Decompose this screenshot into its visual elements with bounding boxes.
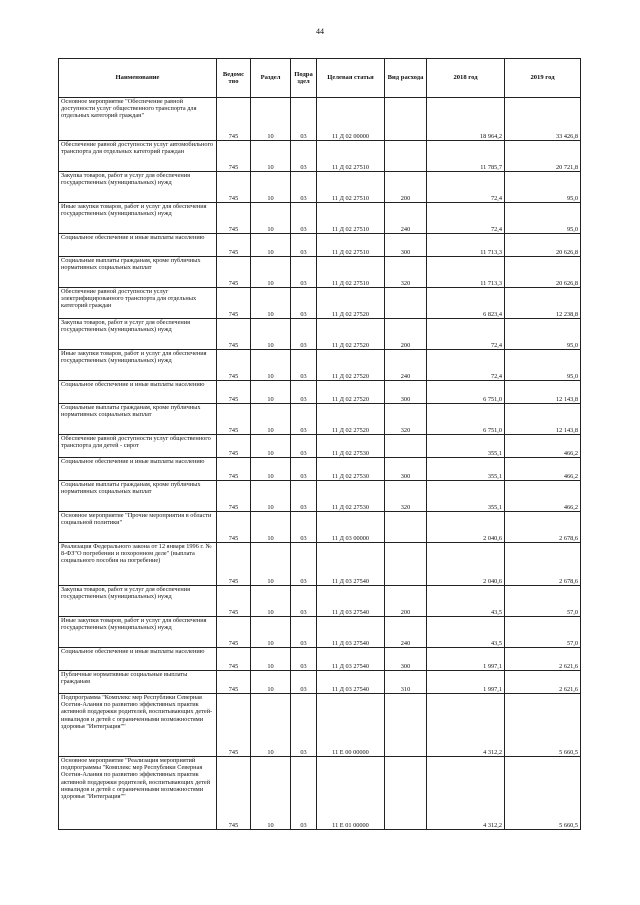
cell-2018: 355,1	[427, 481, 505, 512]
cell-name: Закупка товаров, работ и услуг для обеспечения государственных (муниципальных) нужд	[59, 172, 217, 203]
cell-expense-type	[385, 141, 427, 172]
cell-2019: 20 626,8	[505, 257, 581, 288]
cell-expense-type: 240	[385, 617, 427, 648]
cell-ministry: 745	[217, 435, 251, 458]
cell-2019: 95,0	[505, 172, 581, 203]
cell-target: 11 Д 02 27520	[317, 350, 385, 381]
cell-section: 10	[251, 98, 291, 141]
table-row	[59, 481, 581, 512]
cell-ministry: 745	[217, 512, 251, 543]
cell-subsection: 03	[291, 757, 317, 830]
cell-target: 11 Д 02 27510	[317, 203, 385, 234]
table-row	[59, 648, 581, 671]
cell-2018: 72,4	[427, 203, 505, 234]
cell-2019: 57,0	[505, 586, 581, 617]
cell-subsection: 03	[291, 98, 317, 141]
cell-2018: 11 785,7	[427, 141, 505, 172]
cell-2018: 72,4	[427, 319, 505, 350]
table-row	[59, 234, 581, 257]
cell-ministry: 745	[217, 98, 251, 141]
cell-2019: 2 621,6	[505, 648, 581, 671]
cell-target: 11 Д 03 00000	[317, 512, 385, 543]
header-expense-type: Вид расхода	[385, 59, 427, 98]
cell-target: 11 Д 03 27540	[317, 648, 385, 671]
cell-2018: 1 997,1	[427, 648, 505, 671]
cell-2019: 12 238,8	[505, 288, 581, 319]
cell-2018: 72,4	[427, 350, 505, 381]
cell-section: 10	[251, 694, 291, 757]
cell-section: 10	[251, 617, 291, 648]
cell-2019: 20 626,8	[505, 234, 581, 257]
cell-name: Социальное обеспечение и иные выплаты населению	[59, 234, 217, 257]
table-row	[59, 404, 581, 435]
cell-expense-type: 200	[385, 586, 427, 617]
cell-2019: 466,2	[505, 458, 581, 481]
cell-2019: 20 721,8	[505, 141, 581, 172]
table-row	[59, 319, 581, 350]
cell-section: 10	[251, 671, 291, 694]
cell-section: 10	[251, 481, 291, 512]
cell-expense-type	[385, 694, 427, 757]
cell-target: 11 Д 02 27520	[317, 404, 385, 435]
cell-target: 11 Д 02 27530	[317, 481, 385, 512]
cell-subsection: 03	[291, 381, 317, 404]
cell-subsection: 03	[291, 404, 317, 435]
cell-expense-type: 320	[385, 481, 427, 512]
cell-subsection: 03	[291, 458, 317, 481]
cell-ministry: 745	[217, 404, 251, 435]
cell-section: 10	[251, 319, 291, 350]
cell-ministry: 745	[217, 234, 251, 257]
cell-name: Основное мероприятие "Обеспечение равной доступности услуг общественного транспорта для отдельных категорий граждан"	[59, 98, 217, 141]
cell-name: Закупка товаров, работ и услуг для обеспечения государственных (муниципальных) нужд	[59, 586, 217, 617]
cell-name: Социальное обеспечение и иные выплаты населению	[59, 381, 217, 404]
cell-ministry: 745	[217, 694, 251, 757]
cell-target: 11 Д 03 27540	[317, 586, 385, 617]
cell-section: 10	[251, 543, 291, 586]
cell-ministry: 745	[217, 648, 251, 671]
budget-table	[58, 58, 581, 830]
cell-target: 11 Д 02 27530	[317, 458, 385, 481]
cell-2018: 6 823,4	[427, 288, 505, 319]
cell-2018: 4 312,2	[427, 694, 505, 757]
cell-name: Социальные выплаты гражданам, кроме публичных нормативных социальных выплат	[59, 404, 217, 435]
cell-target: 11 Д 02 27520	[317, 381, 385, 404]
cell-ministry: 745	[217, 172, 251, 203]
cell-2018: 6 751,0	[427, 381, 505, 404]
table-row	[59, 617, 581, 648]
cell-name: Иные закупки товаров, работ и услуг для обеспечения государственных (муниципальных) нужд	[59, 350, 217, 381]
table-row	[59, 586, 581, 617]
cell-2018: 355,1	[427, 458, 505, 481]
cell-target: 11 Д 02 27510	[317, 172, 385, 203]
cell-expense-type: 310	[385, 671, 427, 694]
cell-section: 10	[251, 141, 291, 172]
table-row	[59, 512, 581, 543]
cell-name: Подпрограмма "Комплекс мер Республики Северная Осетия-Алания по развитию эффективных практик активной поддержки родителей, воспитывающих детей-инвалидов и детей с ограниченными возможностями здоровья "Интеграция""	[59, 694, 217, 757]
cell-name: Иные закупки товаров, работ и услуг для обеспечения государственных (муниципальных) нужд	[59, 617, 217, 648]
cell-name: Социальные выплаты гражданам, кроме публичных нормативных социальных выплат	[59, 257, 217, 288]
cell-2018: 18 964,2	[427, 98, 505, 141]
table-body	[59, 98, 581, 830]
cell-expense-type: 240	[385, 350, 427, 381]
cell-2018: 43,5	[427, 586, 505, 617]
cell-target: 11 Д 03 27540	[317, 671, 385, 694]
cell-2019: 57,0	[505, 617, 581, 648]
cell-name: Реализация Федерального закона от 12 января 1996 г. № 8-ФЗ"О погребении и похоронном деле" (выплата социального пособия на погребение)	[59, 543, 217, 586]
cell-subsection: 03	[291, 319, 317, 350]
cell-subsection: 03	[291, 648, 317, 671]
cell-expense-type	[385, 512, 427, 543]
cell-name: Иные закупки товаров, работ и услуг для обеспечения государственных (муниципальных) нужд	[59, 203, 217, 234]
cell-ministry: 745	[217, 458, 251, 481]
cell-2018: 1 997,1	[427, 671, 505, 694]
cell-expense-type: 300	[385, 381, 427, 404]
cell-section: 10	[251, 203, 291, 234]
table-header-row	[59, 59, 581, 98]
table-row	[59, 694, 581, 757]
cell-expense-type: 200	[385, 319, 427, 350]
cell-target: 11 Д 02 27510	[317, 234, 385, 257]
cell-section: 10	[251, 234, 291, 257]
cell-expense-type: 300	[385, 234, 427, 257]
cell-name: Социальное обеспечение и иные выплаты населению	[59, 648, 217, 671]
cell-section: 10	[251, 257, 291, 288]
table-row	[59, 543, 581, 586]
table-row	[59, 350, 581, 381]
cell-2019: 12 143,8	[505, 404, 581, 435]
cell-section: 10	[251, 586, 291, 617]
cell-target: 11 Д 02 27530	[317, 435, 385, 458]
table-row	[59, 671, 581, 694]
cell-name: Социальное обеспечение и иные выплаты населению	[59, 458, 217, 481]
cell-section: 10	[251, 172, 291, 203]
cell-subsection: 03	[291, 172, 317, 203]
cell-2018: 2 040,6	[427, 512, 505, 543]
cell-target: 11 Е 01 00000	[317, 757, 385, 830]
cell-subsection: 03	[291, 350, 317, 381]
cell-subsection: 03	[291, 257, 317, 288]
table-row	[59, 257, 581, 288]
cell-name: Обеспечение равной доступности услуг электрифицированного транспорта для отдельных категорий граждан	[59, 288, 217, 319]
header-target: Целевая статья	[317, 59, 385, 98]
cell-section: 10	[251, 458, 291, 481]
cell-ministry: 745	[217, 381, 251, 404]
cell-2019: 95,0	[505, 350, 581, 381]
page-number: 44	[316, 27, 324, 36]
cell-subsection: 03	[291, 481, 317, 512]
cell-2018: 43,5	[427, 617, 505, 648]
cell-expense-type	[385, 98, 427, 141]
cell-subsection: 03	[291, 141, 317, 172]
cell-subsection: 03	[291, 288, 317, 319]
cell-2019: 5 660,5	[505, 757, 581, 830]
header-ministry: Ведомс тво	[217, 59, 251, 98]
table-row	[59, 172, 581, 203]
cell-ministry: 745	[217, 319, 251, 350]
cell-target: 11 Е 00 00000	[317, 694, 385, 757]
cell-name: Публичные нормативные социальные выплаты гражданам	[59, 671, 217, 694]
cell-2019: 95,0	[505, 203, 581, 234]
cell-ministry: 745	[217, 481, 251, 512]
cell-target: 11 Д 02 27510	[317, 141, 385, 172]
cell-subsection: 03	[291, 203, 317, 234]
table-row	[59, 381, 581, 404]
cell-expense-type: 200	[385, 172, 427, 203]
cell-2019: 2 621,6	[505, 671, 581, 694]
cell-section: 10	[251, 381, 291, 404]
cell-ministry: 745	[217, 141, 251, 172]
cell-ministry: 745	[217, 288, 251, 319]
cell-target: 11 Д 02 27520	[317, 319, 385, 350]
cell-2018: 11 713,3	[427, 257, 505, 288]
cell-2018: 6 751,0	[427, 404, 505, 435]
cell-name: Закупка товаров, работ и услуг для обеспечения государственных (муниципальных) нужд	[59, 319, 217, 350]
cell-target: 11 Д 02 00000	[317, 98, 385, 141]
cell-expense-type: 320	[385, 257, 427, 288]
cell-section: 10	[251, 435, 291, 458]
cell-section: 10	[251, 512, 291, 543]
cell-expense-type: 300	[385, 648, 427, 671]
cell-target: 11 Д 03 27540	[317, 617, 385, 648]
table-row	[59, 203, 581, 234]
cell-name: Обеспечение равной доступности услуг общественного транспорта для детей - сирот	[59, 435, 217, 458]
cell-2018: 72,4	[427, 172, 505, 203]
cell-ministry: 745	[217, 203, 251, 234]
cell-name: Социальные выплаты гражданам, кроме публичных нормативных социальных выплат	[59, 481, 217, 512]
cell-subsection: 03	[291, 694, 317, 757]
header-2018: 2018 год	[427, 59, 505, 98]
cell-subsection: 03	[291, 671, 317, 694]
cell-section: 10	[251, 288, 291, 319]
cell-name: Основное мероприятие "Реализация мероприятий подпрограммы "Комплекс мер Республики Северная Осетия-Алания по развитию эффективных практик активной поддержки родителей, воспитывающих детей инвалидов и детей с ограниченными возможностями здоровья "Интеграция""	[59, 757, 217, 830]
cell-section: 10	[251, 757, 291, 830]
table-row	[59, 141, 581, 172]
cell-expense-type	[385, 757, 427, 830]
cell-expense-type: 300	[385, 458, 427, 481]
table-row	[59, 98, 581, 141]
cell-ministry: 745	[217, 671, 251, 694]
cell-expense-type	[385, 543, 427, 586]
cell-2019: 466,2	[505, 435, 581, 458]
cell-ministry: 745	[217, 543, 251, 586]
table-row	[59, 458, 581, 481]
cell-2019: 5 660,5	[505, 694, 581, 757]
cell-2019: 466,2	[505, 481, 581, 512]
header-2019: 2019 год	[505, 59, 581, 98]
cell-section: 10	[251, 350, 291, 381]
cell-expense-type: 320	[385, 404, 427, 435]
cell-2018: 4 312,2	[427, 757, 505, 830]
table-row	[59, 435, 581, 458]
cell-expense-type: 240	[385, 203, 427, 234]
cell-expense-type	[385, 288, 427, 319]
cell-target: 11 Д 02 27510	[317, 257, 385, 288]
header-subsection: Подра здел	[291, 59, 317, 98]
cell-target: 11 Д 02 27520	[317, 288, 385, 319]
cell-ministry: 745	[217, 350, 251, 381]
header-section: Раздел	[251, 59, 291, 98]
cell-subsection: 03	[291, 586, 317, 617]
table-row	[59, 288, 581, 319]
cell-2019: 33 426,8	[505, 98, 581, 141]
cell-subsection: 03	[291, 512, 317, 543]
header-name: Наименование	[59, 59, 217, 98]
table-row	[59, 757, 581, 830]
cell-2018: 11 713,3	[427, 234, 505, 257]
cell-subsection: 03	[291, 435, 317, 458]
cell-section: 10	[251, 404, 291, 435]
cell-2019: 2 678,6	[505, 512, 581, 543]
cell-2019: 95,0	[505, 319, 581, 350]
cell-ministry: 745	[217, 586, 251, 617]
cell-subsection: 03	[291, 234, 317, 257]
cell-subsection: 03	[291, 543, 317, 586]
cell-ministry: 745	[217, 257, 251, 288]
cell-expense-type	[385, 435, 427, 458]
cell-ministry: 745	[217, 757, 251, 830]
cell-ministry: 745	[217, 617, 251, 648]
cell-name: Основное мероприятие "Прочие мероприятия в области социальной политики"	[59, 512, 217, 543]
cell-target: 11 Д 03 27540	[317, 543, 385, 586]
cell-name: Обеспечение равной доступности услуг автомобильного транспорта для отдельных категорий граждан	[59, 141, 217, 172]
cell-2018: 355,1	[427, 435, 505, 458]
cell-2019: 2 678,6	[505, 543, 581, 586]
cell-2019: 12 143,8	[505, 381, 581, 404]
cell-2018: 2 040,6	[427, 543, 505, 586]
cell-subsection: 03	[291, 617, 317, 648]
cell-section: 10	[251, 648, 291, 671]
